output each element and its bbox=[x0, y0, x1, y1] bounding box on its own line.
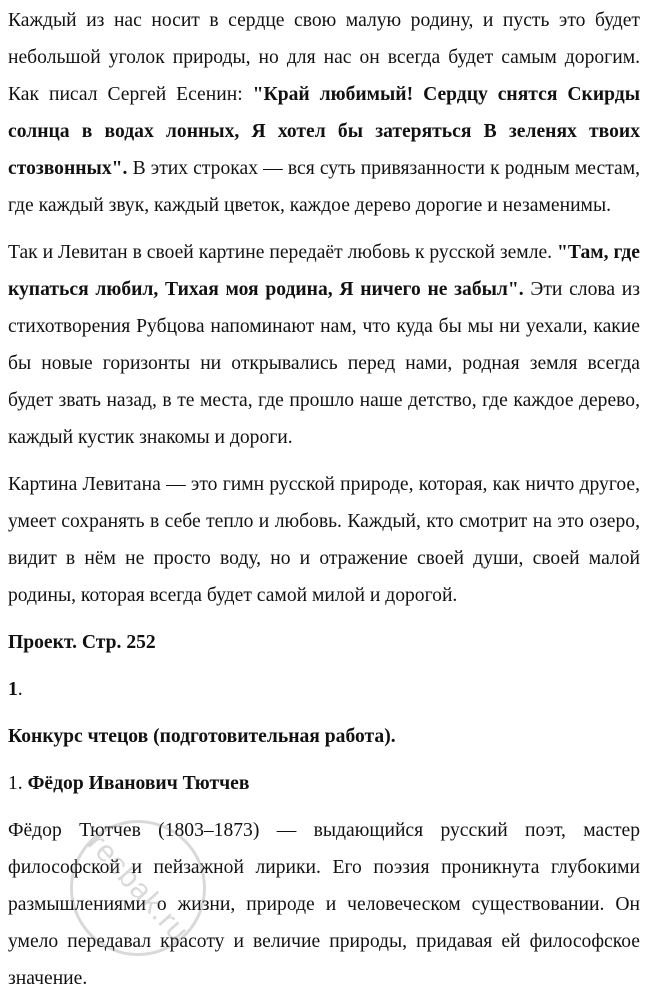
document-page bbox=[8, 2, 640, 1007]
section-number bbox=[8, 671, 640, 708]
contest-heading: Конкурс чтецов (подготовительная работа). bbox=[8, 726, 396, 747]
poet-heading bbox=[8, 765, 640, 802]
paragraph-esenin bbox=[8, 2, 640, 224]
poet-number: 1. bbox=[8, 773, 28, 794]
paragraph-hymn: Картина Левитана — это гимн русской природе, которая, как ничто другое, умеет сохранять в себе тепло и любовь. Каждый, кто смотрит на это озеро, видит в нём не просто воду, но и отражение своей души, своей малой родины, которая всегда будет самой милой и дорогой. bbox=[8, 474, 640, 606]
paragraph-text: Эти слова из стихотворения Рубцова напоминают нам, что куда бы мы ни уехали, какие бы новые горизонты ни открывались перед нами, родная земля всегда будет звать назад, в те места, где прошло наше детство, где каждое дерево, каждый кустик знакомы и дороги. bbox=[8, 279, 640, 448]
paragraph-levitan bbox=[8, 234, 640, 456]
section-number-dot: . bbox=[17, 679, 23, 700]
esenin-quote: "Край любимый! Сердцу снятся Скирды солнца в водах лонных, Я хотел бы затеряться В зеленях твоих стозвонных". bbox=[8, 84, 640, 179]
paragraph-text: Каждый из нас носит в сердце свою малую родину, и пусть это будет небольшой уголок природы, но для нас он всегда будет самым дорогим. Как писал Сергей Есенин: bbox=[8, 10, 640, 105]
paragraph-text: В этих строках — вся суть привязанности к родным местам, где каждый звук, каждый цветок, каждое дерево дорогие и незаменимы. bbox=[8, 158, 640, 216]
poet-name: Фёдор Иванович Тютчев bbox=[27, 773, 250, 794]
paragraph-text: Так и Левитан в своей картине передаёт любовь к русской земле. bbox=[8, 242, 558, 263]
rubtsov-quote: "Там, где купаться любил, Тихая моя родина, Я ничего не забыл". bbox=[8, 242, 640, 300]
paragraph-tyutchev: Фёдор Тютчев (1803–1873) — выдающийся русский поэт, мастер философской и пейзажной лирики. Его поэзия проникнута глубокими размышлениями о жизни, природе и человеческом существовании. Он умело передавал красоту и величие природы, придавая ей философское значение. bbox=[8, 820, 640, 989]
section-number-digit: 1 bbox=[8, 679, 18, 700]
project-heading: Проект. Стр. 252 bbox=[8, 632, 156, 653]
watermark-text: resbak.ru bbox=[81, 826, 196, 949]
